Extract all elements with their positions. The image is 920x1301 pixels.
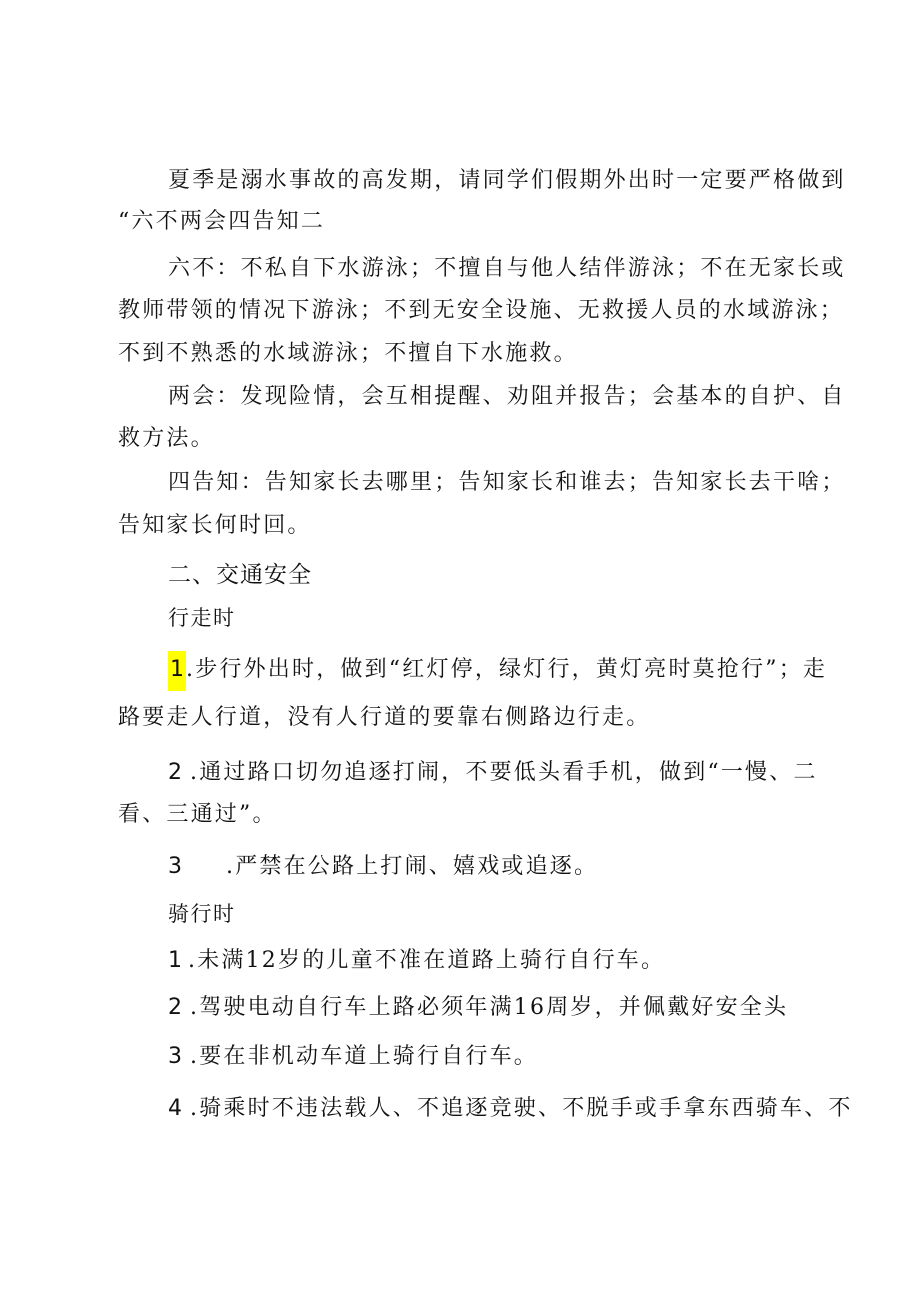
walk-item-1-text: .步行外出时，做到“红灯停，绿灯行，黄灯亮时莫抢行”；走	[186, 657, 828, 682]
ride-item-3-text: .要在非机动车道上骑行自行车。	[190, 1044, 538, 1069]
walk-item-1-line-2: 路要走人行道，没有人行道的要靠右侧路边行走。	[118, 705, 651, 730]
intro-line-1: 夏季是溺水事故的高发期，请同学们假期外出时一定要严格做到	[168, 168, 846, 193]
ride-item-1	[168, 946, 665, 976]
walk-item-2	[168, 758, 818, 788]
walk-item-1-number: 1	[168, 651, 186, 691]
riding-subtitle: 骑行时	[168, 902, 236, 926]
walk-item-3	[168, 852, 598, 882]
six-no-line-3: 不到不熟悉的水域游泳；不擅自下水施救。	[118, 341, 578, 366]
walk-item-2-line-2: 看、三通过”。	[118, 802, 277, 827]
ride-item-1-text: .未满12岁的儿童不准在道路上骑行自行车。	[188, 948, 666, 973]
walk-item-3-number: 3	[168, 854, 182, 879]
ride-item-2-text: .驾驶电动自行车上路必须年满16周岁，并佩戴好安全头	[190, 995, 789, 1020]
walk-item-2-number: 2	[168, 760, 182, 785]
ride-item-1-number: 1	[168, 948, 182, 973]
two-can-line-2: 救方法。	[118, 426, 215, 451]
ride-item-3-number: 3	[168, 1044, 182, 1069]
walk-item-1	[168, 651, 827, 691]
four-tell-line-2: 告知家长何时回。	[118, 513, 312, 538]
ride-item-2	[168, 993, 788, 1023]
walking-subtitle: 行走时	[168, 606, 236, 630]
ride-item-2-number: 2	[168, 995, 182, 1020]
six-no-line-2: 教师带领的情况下游泳；不到无安全设施、无救援人员的水域游泳；	[118, 298, 845, 323]
six-no-line-1: 六不：不私自下水游泳；不擅自与他人结伴游泳；不在无家长或	[168, 256, 846, 281]
ride-item-3	[168, 1042, 538, 1072]
intro-line-2: “六不两会四告知二	[118, 209, 326, 234]
four-tell-line-1: 四告知：告知家长去哪里；告知家长和谁去；告知家长去干啥；	[168, 470, 846, 495]
walk-item-2-text: .通过路口切勿追逐打闹，不要低头看手机，做到“一慢、二	[190, 760, 818, 785]
ride-item-4-text: .骑乘时不违法载人、不追逐竞驶、不脱手或手拿东西骑车、不	[190, 1096, 853, 1121]
two-can-line-1: 两会：发现险情，会互相提醒、劝阻并报告；会基本的自护、自	[168, 384, 846, 409]
section-heading-traffic: 二、交通安全	[168, 562, 312, 588]
ride-item-4-number: 4	[168, 1096, 182, 1121]
ride-item-4	[168, 1094, 853, 1124]
walk-item-3-text: .严禁在公路上打闹、嬉戏或追逐。	[226, 854, 599, 879]
